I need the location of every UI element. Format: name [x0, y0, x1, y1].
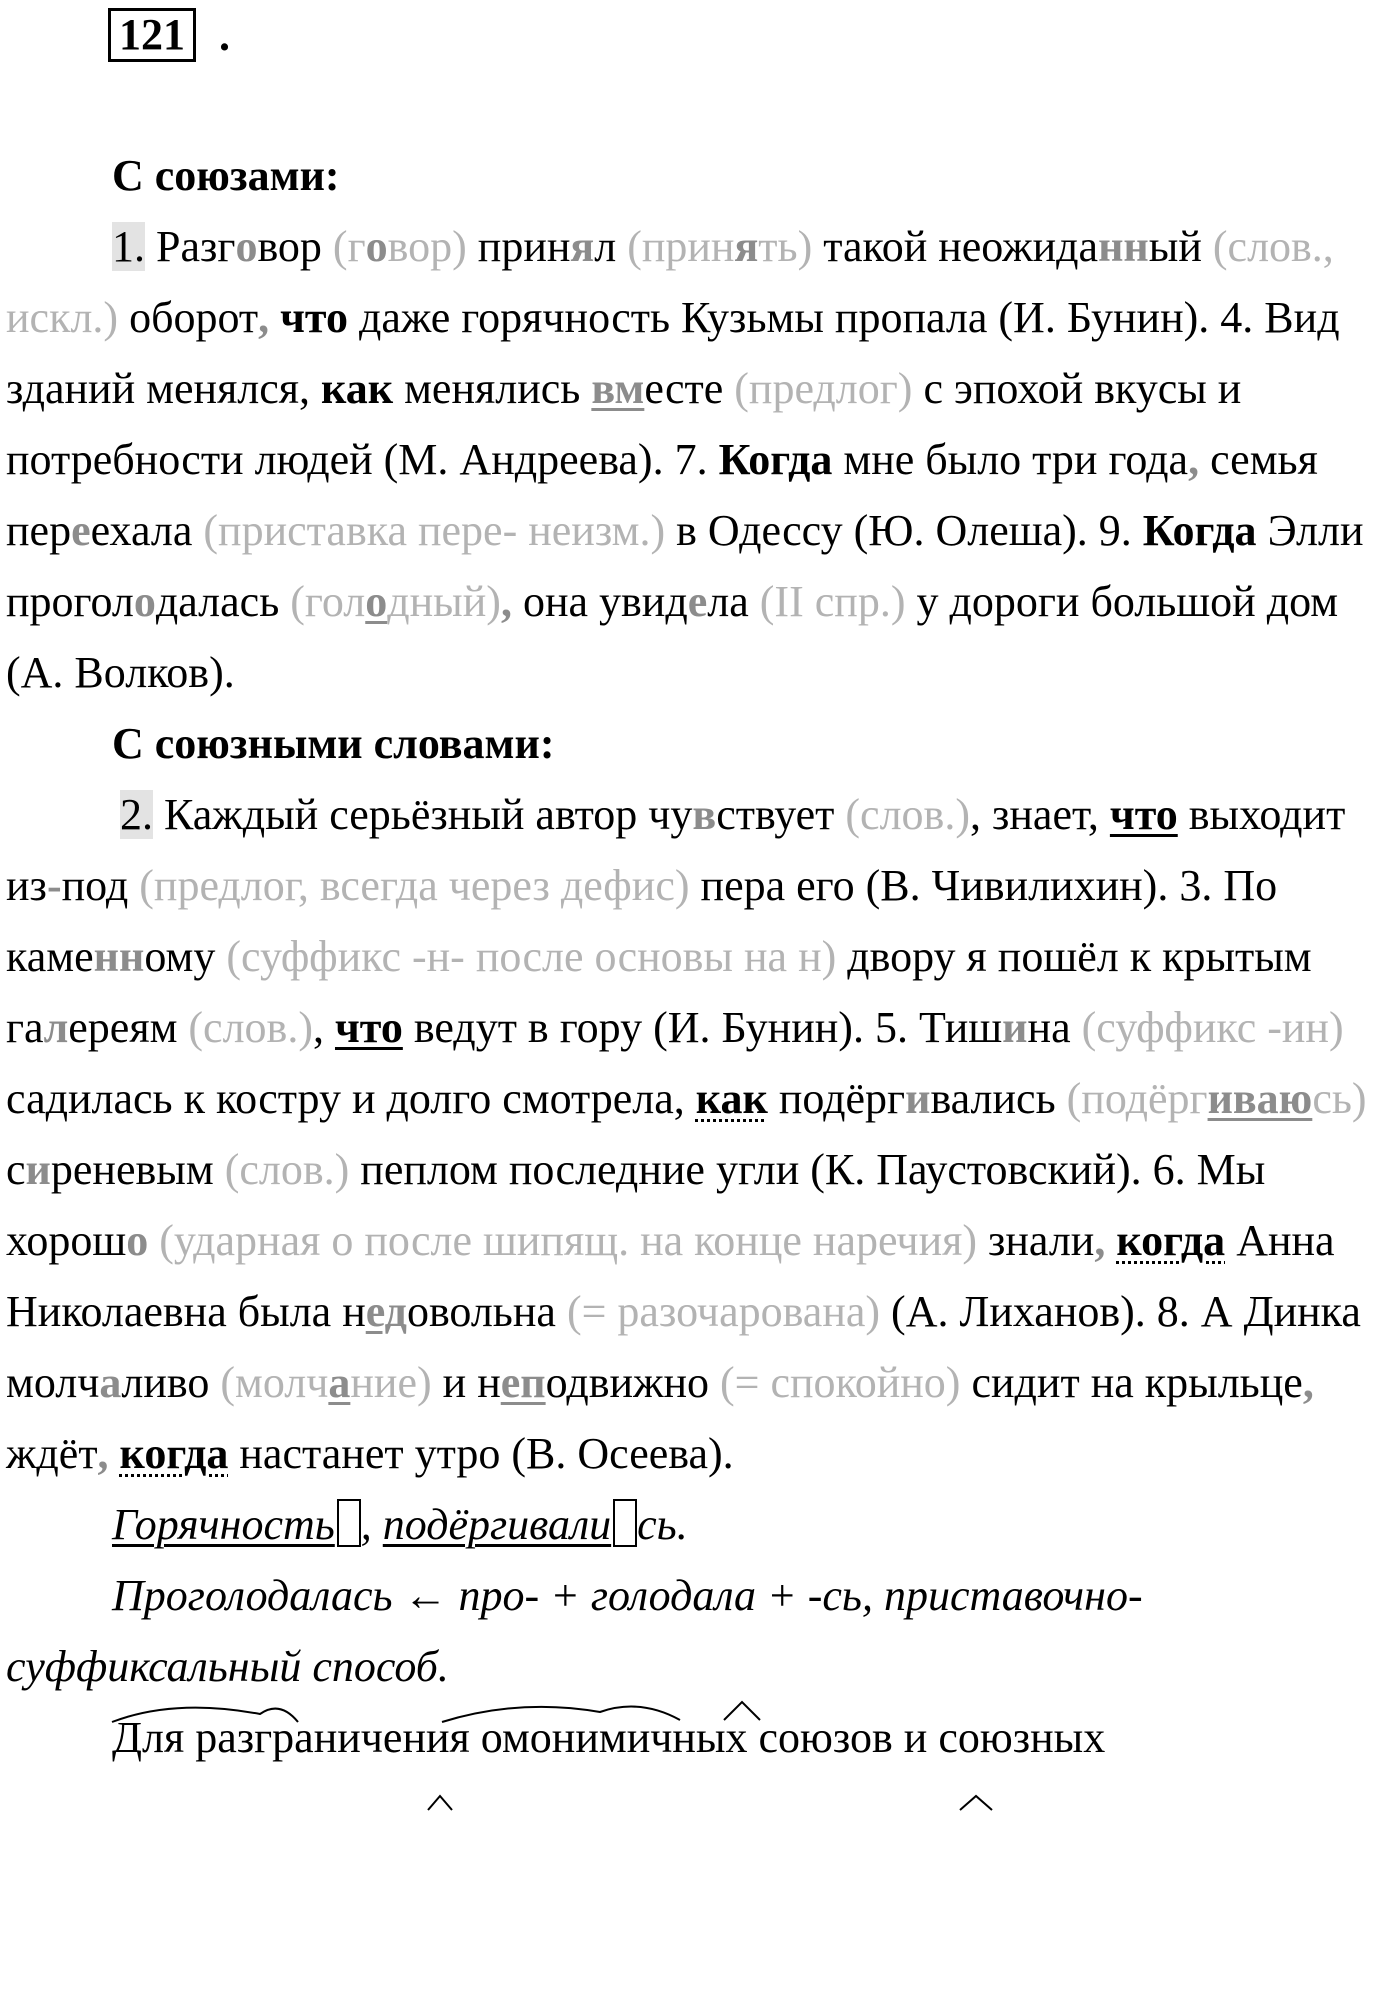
text-run: настанет утро (В. Осеева).	[228, 1429, 734, 1478]
conjunctive-word: когда	[119, 1429, 229, 1478]
spelling-letter: иваю	[1207, 1074, 1313, 1123]
text-run: даже горячность Кузьмы пропала (И. Бунин). 4. Вид зданий менялся,	[6, 293, 1340, 413]
spelling-letter: нн	[93, 932, 145, 981]
text-run: с эпохой вкусы и потребности людей (М. Андреева). 7.	[6, 364, 1242, 484]
sentence-number: 1.	[112, 222, 145, 271]
spelling-letter: я	[734, 222, 759, 271]
spelling-letter: -	[46, 861, 62, 910]
text-run: мне было три года	[832, 435, 1189, 484]
text-run: ливо	[121, 1358, 221, 1407]
spelling-letter: в	[692, 790, 717, 839]
text-run: у дороги большой дом (А. Волков).	[6, 577, 1339, 697]
paragraph-conjunctions	[6, 211, 1396, 708]
spelling-letter: а	[99, 1358, 122, 1407]
spelling-letter: ед	[365, 1287, 407, 1336]
text-run: с	[6, 1145, 26, 1194]
comment: (суффикс -ин)	[1081, 1003, 1344, 1052]
spelling-letter: о	[365, 577, 388, 626]
text-run: (А. Лиханов). 8. А Динка молч	[6, 1287, 1361, 1407]
postfix: сь	[637, 1500, 677, 1549]
text-run: Анна Николаевна была н	[6, 1216, 1335, 1336]
text-run: в Одессу (Ю. Олеша). 9.	[665, 506, 1143, 555]
continuation-line: Для разграничения омонимичных союзов и союзных	[112, 1713, 1106, 1762]
punctuation-mark: ,	[500, 577, 512, 626]
comment: (подёрг	[1066, 1074, 1208, 1123]
comment: (г	[332, 222, 366, 271]
text-run: ла	[707, 577, 760, 626]
punctuation-mark: ,	[1094, 1216, 1106, 1265]
comment: (приставка пере- неизм.)	[203, 506, 666, 555]
text-run: знали	[977, 1216, 1095, 1265]
sentence-number: 2.	[120, 790, 153, 839]
text-run: она увид	[511, 577, 688, 626]
text-run: Элли прогол	[6, 506, 1364, 626]
text-run: есте	[644, 364, 735, 413]
spelling-letter: и	[25, 1145, 51, 1194]
paragraph-conjunctive-words	[6, 779, 1396, 1489]
text-run: сидит на крыльце	[960, 1358, 1303, 1407]
spelling-letter: я	[570, 222, 595, 271]
text-run: на	[1027, 1003, 1082, 1052]
punctuation-mark: ,	[97, 1429, 109, 1478]
spelling-letter: о	[235, 222, 258, 271]
text-run	[1105, 1216, 1116, 1265]
text-run: прин	[466, 222, 571, 271]
text-run: ому	[144, 932, 227, 981]
text-run	[269, 293, 280, 342]
text-run	[148, 1216, 159, 1265]
text-run: , знает,	[969, 790, 1110, 839]
text-run: Каждый серьёзный автор чу	[153, 790, 693, 839]
conjunction: как	[321, 364, 394, 413]
text-run: реневым	[50, 1145, 225, 1194]
comment: (= разочарована)	[566, 1287, 881, 1336]
comment: ть)	[758, 222, 813, 271]
text-run: л	[594, 222, 628, 271]
text-run: ереям	[68, 1003, 189, 1052]
text-run: ый	[1148, 222, 1213, 271]
text-run: вор	[257, 222, 333, 271]
text-run: подёрг	[767, 1074, 906, 1123]
text-run: овольна	[406, 1287, 567, 1336]
text-run: одвижно	[545, 1358, 721, 1407]
conjunctive-word: что	[1109, 790, 1178, 839]
comment: (прин	[627, 222, 735, 271]
text-run: менялись	[393, 364, 592, 413]
conjunctive-word: когда	[1116, 1216, 1226, 1265]
spelling-letter: о	[365, 222, 388, 271]
conjunction: Когда	[718, 435, 833, 484]
spelling-letter: а	[328, 1358, 351, 1407]
text-run: выходит из	[6, 790, 1346, 910]
text-run: пеплом последние угли (К. Паустовский). 6. Мы хорош	[6, 1145, 1266, 1265]
text-run: ехала	[90, 506, 204, 555]
section-title-conjunctive-words: С союзными словами:	[112, 719, 555, 768]
text-run: ,	[360, 1500, 383, 1549]
parsed-word: Горячность	[112, 1500, 335, 1549]
section-title-conjunctions: С союзами:	[112, 151, 340, 200]
conjunction: Когда	[1142, 506, 1257, 555]
spelling-letter: и	[1002, 1003, 1028, 1052]
spelling-letter: нн	[1098, 222, 1149, 271]
spelling-letter: вм	[591, 364, 645, 413]
postfix-arc	[428, 1796, 452, 1810]
text-run: пера его (В. Чивилихин). 3. По каме	[6, 861, 1278, 981]
comment: (гол	[290, 577, 366, 626]
postfix-arc	[960, 1796, 992, 1810]
ending-box	[337, 1499, 361, 1547]
comment: (суффикс -н- после основы на н)	[226, 932, 837, 981]
exercise-number: 121	[108, 8, 196, 62]
exercise-number-dot: .	[219, 11, 230, 60]
comment: (слов.)	[188, 1003, 313, 1052]
punctuation-mark: ,	[258, 293, 270, 342]
comment: (II спр.)	[759, 577, 906, 626]
spelling-letter: еп	[500, 1358, 546, 1407]
exercise-text	[6, 140, 1396, 1773]
text-run	[109, 1429, 120, 1478]
comment: (предлог)	[734, 364, 913, 413]
spelling-letter: е	[687, 577, 708, 626]
spelling-letter: л	[43, 1003, 69, 1052]
text-run: двору я пошёл к крытым га	[6, 932, 1312, 1052]
comment: сь)	[1312, 1074, 1367, 1123]
comment: (слов.)	[224, 1145, 350, 1194]
conjunctive-word: как	[695, 1074, 768, 1123]
text-run: Разг	[145, 222, 236, 271]
comment: (= спокойно)	[720, 1358, 961, 1407]
text-run: садилась к костру и долго смотрела,	[6, 1074, 696, 1123]
text-run: семья пер	[6, 435, 1318, 555]
text-run: и н	[431, 1358, 501, 1407]
punctuation-mark: ,	[1188, 435, 1200, 484]
comment: (слов.)	[845, 790, 970, 839]
comment: (предлог, всегда через дефис)	[139, 861, 690, 910]
text-run: ждёт	[6, 1429, 98, 1478]
text-run: такой неожида	[812, 222, 1099, 271]
comment: (молч	[220, 1358, 329, 1407]
text-run: далась	[155, 577, 291, 626]
text-run: ствует	[716, 790, 846, 839]
spelling-letter: е	[71, 506, 91, 555]
text-run: ведут в гору (И. Бунин). 5. Тиш	[402, 1003, 1003, 1052]
comment: (ударная о после шипящ. на конце наречия)	[159, 1216, 977, 1265]
spelling-letter: о	[126, 1216, 149, 1265]
ending-box	[613, 1499, 637, 1547]
text-run: вались	[930, 1074, 1067, 1123]
parsed-word: подёргивали	[382, 1500, 612, 1549]
punctuation-mark: ,	[1302, 1358, 1314, 1407]
spelling-letter: и	[905, 1074, 931, 1123]
text-run: .	[676, 1500, 688, 1549]
word-formation-line: Проголодалась ← про- + голодала + -сь, приставочно-суффиксальный способ.	[6, 1571, 1143, 1691]
text-run: оборот	[118, 293, 259, 342]
text-run: ,	[312, 1003, 335, 1052]
comment: вор)	[387, 222, 467, 271]
conjunction: что	[280, 293, 348, 342]
conjunctive-word: что	[334, 1003, 403, 1052]
comment: дный)	[387, 577, 501, 626]
morphemic-parse-line	[6, 1489, 1396, 1560]
comment: ние)	[350, 1358, 432, 1407]
comment: (слов., искл.)	[6, 222, 1334, 342]
text-run: под	[61, 861, 140, 910]
spelling-letter: о	[133, 577, 156, 626]
